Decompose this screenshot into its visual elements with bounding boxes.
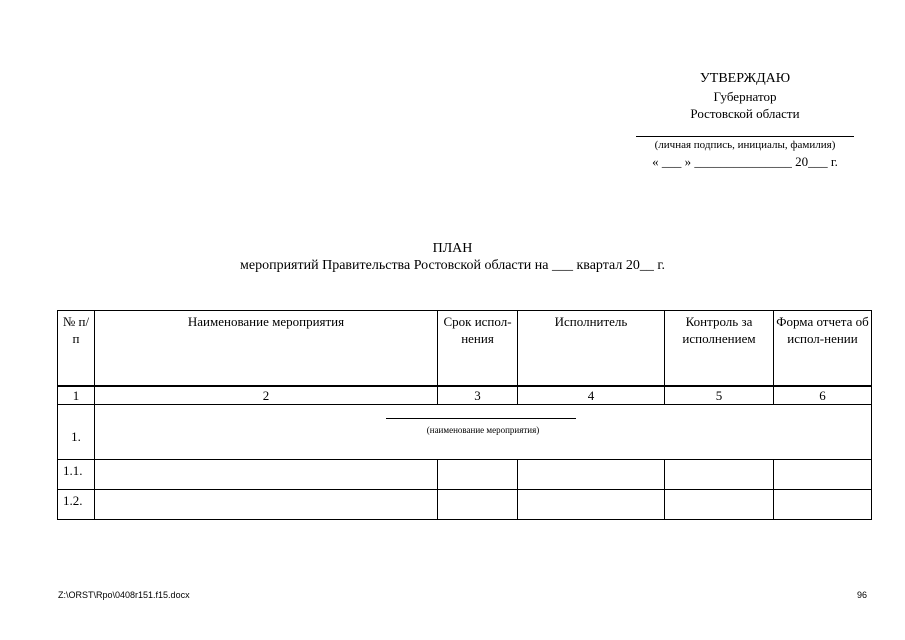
column-number: 6 bbox=[774, 386, 872, 405]
column-number: 5 bbox=[665, 386, 774, 405]
signature-hint: (личная подпись, инициалы, фамилия) bbox=[654, 139, 836, 151]
approval-block bbox=[620, 70, 870, 170]
table-row bbox=[58, 460, 872, 490]
header-control: Контроль за исполнением bbox=[665, 311, 774, 387]
header-report-form: Форма отчета об испол-нении bbox=[774, 311, 872, 387]
cell-control bbox=[665, 490, 774, 520]
header-event-name: Наименование мероприятия bbox=[95, 311, 438, 387]
row-number: 1.2. bbox=[58, 490, 95, 520]
title-subtitle: мероприятий Правительства Ростовской области на ___ квартал 20__ г. bbox=[240, 258, 665, 273]
column-number: 4 bbox=[518, 386, 665, 405]
section-number: 1. bbox=[58, 405, 95, 460]
cell-event-name bbox=[95, 460, 438, 490]
section-name-hint: (наименование мероприятия) bbox=[426, 425, 540, 435]
cell-executor bbox=[518, 490, 665, 520]
column-number: 2 bbox=[95, 386, 438, 405]
section-row bbox=[58, 405, 872, 460]
cell-control bbox=[665, 460, 774, 490]
header-executor: Исполнитель bbox=[518, 311, 665, 387]
cell-executor bbox=[518, 460, 665, 490]
footer-page-number: 96 bbox=[857, 590, 868, 600]
cell-report-form bbox=[774, 460, 872, 490]
section-name-cell bbox=[95, 405, 872, 460]
cell-deadline bbox=[438, 490, 518, 520]
approval-heading: УТВЕРЖДАЮ bbox=[699, 71, 791, 86]
column-number: 3 bbox=[438, 386, 518, 405]
approval-date-line: « ___ » _______________ 20___ г. bbox=[652, 154, 838, 169]
cell-report-form bbox=[774, 490, 872, 520]
approval-position: Губернатор bbox=[713, 89, 777, 104]
plan-table bbox=[57, 310, 872, 520]
cell-event-name bbox=[95, 490, 438, 520]
table-header-row bbox=[58, 311, 872, 387]
section-name-line bbox=[386, 418, 576, 419]
signature-line bbox=[636, 128, 854, 137]
table-row bbox=[58, 490, 872, 520]
title-main: ПЛАН bbox=[432, 241, 473, 256]
row-number: 1.1. bbox=[58, 460, 95, 490]
column-number-row bbox=[58, 386, 872, 405]
header-deadline: Срок испол-нения bbox=[438, 311, 518, 387]
column-number: 1 bbox=[58, 386, 95, 405]
approval-region: Ростовской области bbox=[690, 106, 800, 121]
footer-file-path: Z:\ORST\Rpo\0408r151.f15.docx bbox=[58, 590, 190, 600]
cell-deadline bbox=[438, 460, 518, 490]
header-number: № п/п bbox=[58, 311, 95, 387]
